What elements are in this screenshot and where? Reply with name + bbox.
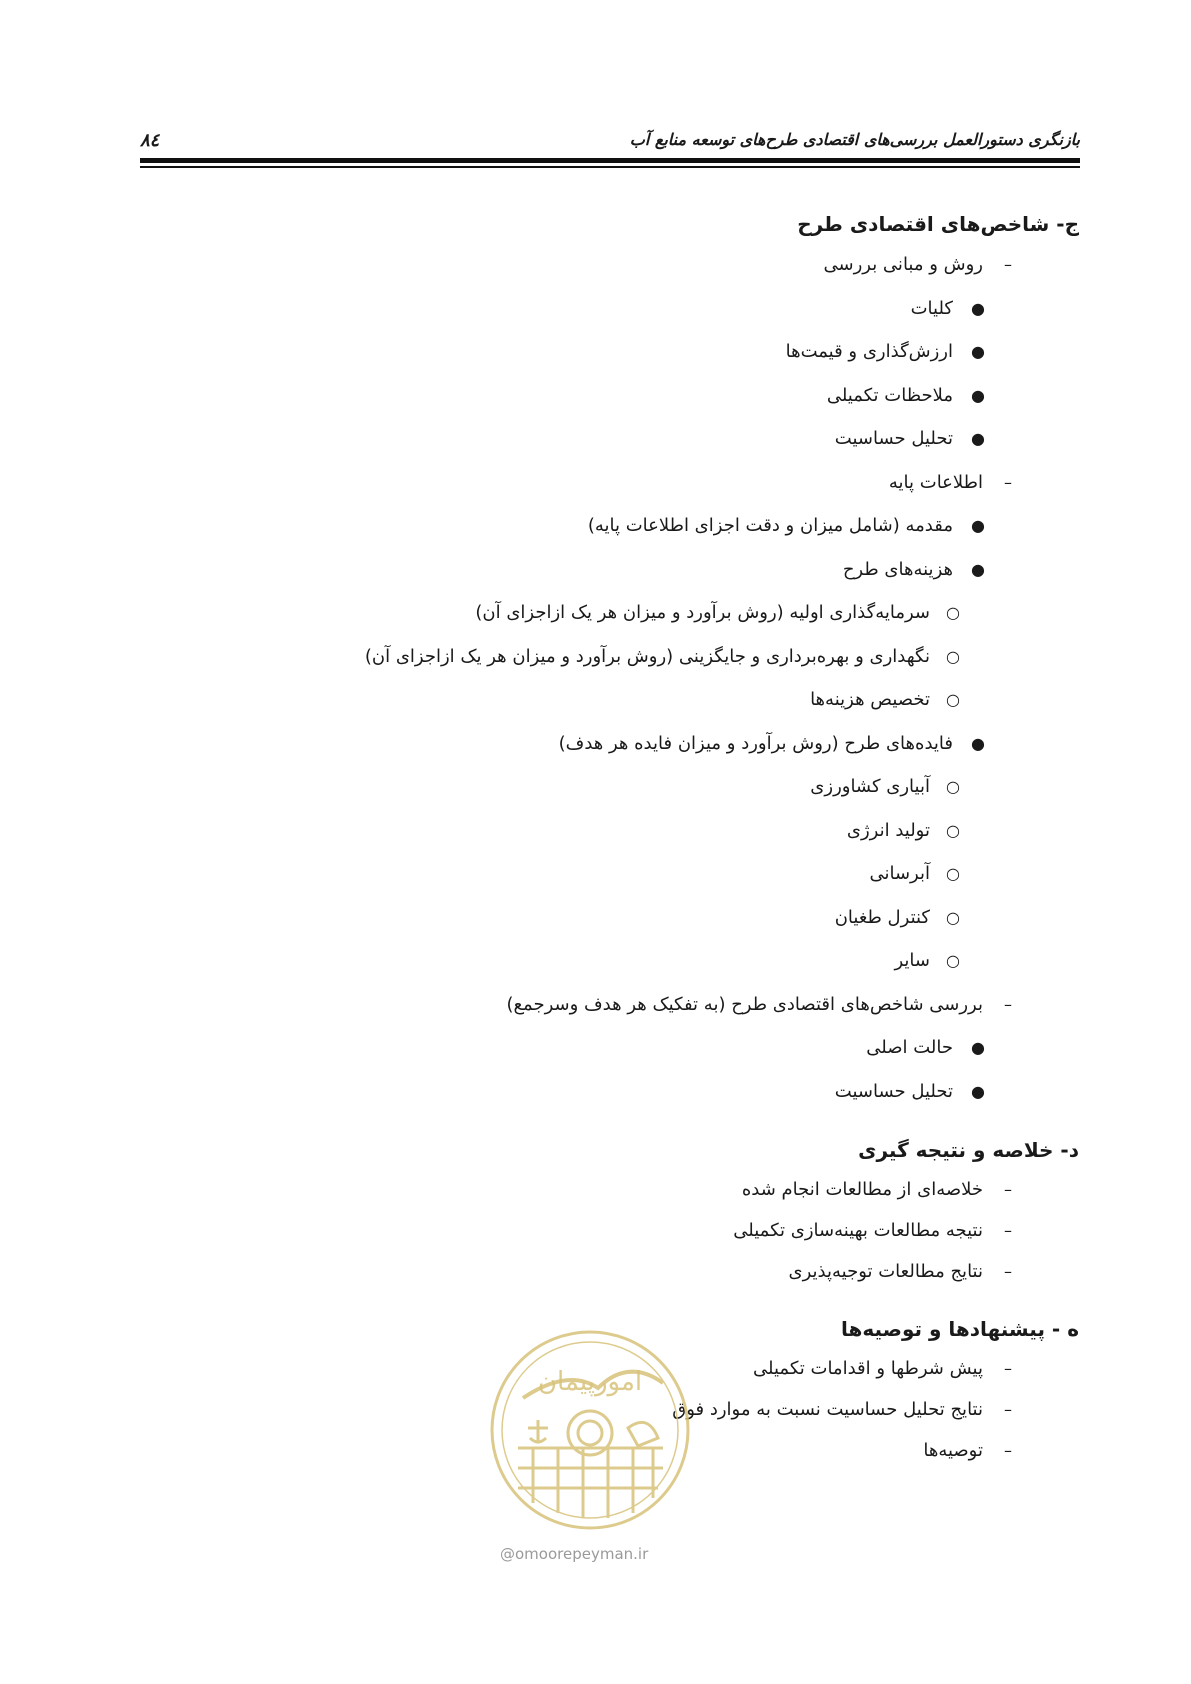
- running-title: بازنگری دستورالعمل بررسی‌های اقتصادی طرح‌های توسعه منابع آب: [629, 130, 1080, 149]
- list-item: ● ارزش‌گذاری و قیمت‌ها: [119, 330, 1079, 374]
- bullet-marker: ●: [971, 429, 985, 448]
- bullet-marker: ●: [971, 516, 985, 535]
- dash-marker: –: [1004, 1262, 1012, 1281]
- list-item: – روش و مبانی بررسی: [119, 243, 1079, 287]
- header-rule-thick: [140, 158, 1080, 163]
- dash-marker: –: [1004, 255, 1012, 274]
- page-number: ۸٤: [140, 130, 160, 151]
- circle-marker: ○: [946, 777, 960, 796]
- section-heading: ه - پیشنهادها و توصیه‌ها: [841, 1317, 1079, 1341]
- watermark-logo-icon: [488, 1328, 693, 1533]
- list-item: ○ تخصیص هزینه‌ها: [119, 678, 1079, 722]
- list-item: ● تحلیل حساسیت: [119, 417, 1079, 461]
- list-item: – نتیجه مطالعات بهینه‌سازی تکمیلی: [119, 1210, 1079, 1251]
- circle-marker: ○: [946, 690, 960, 709]
- list-item: ● مقدمه (شامل میزان و دقت اجزای اطلاعات پایه): [119, 504, 1079, 548]
- list-item: – توصیه‌ها: [119, 1430, 1079, 1471]
- bullet-marker: ●: [971, 1081, 985, 1101]
- bullet-marker: ●: [971, 733, 985, 753]
- dash-marker: –: [1004, 1359, 1012, 1378]
- list-item: ○ سایر: [119, 939, 1079, 983]
- circle-marker: ○: [946, 646, 960, 666]
- circle-marker: ○: [946, 951, 960, 970]
- dash-marker: –: [1004, 472, 1012, 492]
- watermark-url: @omoorepeyman.ir: [500, 1545, 649, 1563]
- section-heading: ج- شاخص‌های اقتصادی طرح: [797, 212, 1079, 236]
- list-item: – اطلاعات پایه: [119, 461, 1079, 505]
- dash-marker: –: [1004, 1441, 1012, 1460]
- list-item: ○ تولید انرژی: [119, 809, 1079, 853]
- list-item: ● ملاحظات تکمیلی: [119, 374, 1079, 418]
- list-item: – نتایج مطالعات توجیه‌پذیری: [119, 1251, 1079, 1292]
- list-item: ● فایده‌های طرح (روش برآورد و میزان فایده هر هدف): [119, 722, 1079, 766]
- circle-marker: ○: [946, 864, 960, 883]
- dash-marker: –: [1004, 1221, 1012, 1240]
- bullet-marker: ●: [971, 298, 985, 318]
- list-item: ○ سرمایه‌گذاری اولیه (روش برآورد و میزان هر یک ازاجزای آن): [119, 591, 1079, 635]
- list-item: ● هزینه‌های طرح: [119, 548, 1079, 592]
- list-item: ○ نگهداری و بهره‌برداری و جایگزینی (روش برآورد و میزان هر یک ازاجزای آن): [119, 635, 1079, 679]
- dash-marker: –: [1004, 994, 1012, 1014]
- bullet-marker: ●: [971, 342, 985, 361]
- list-item: ○ کنترل طغیان: [119, 896, 1079, 940]
- list-item: – خلاصه‌ای از مطالعات انجام شده: [119, 1169, 1079, 1210]
- circle-marker: ○: [946, 603, 960, 622]
- circle-marker: ○: [946, 907, 960, 927]
- bullet-marker: ●: [971, 1038, 985, 1057]
- list-item: – بررسی شاخص‌های اقتصادی طرح (به تفکیک هر هدف وسرجمع): [119, 983, 1079, 1027]
- list-item: ● تحلیل حساسیت: [119, 1070, 1079, 1114]
- list-item: ○ آبرسانی: [119, 852, 1079, 896]
- circle-marker: ○: [946, 820, 960, 840]
- list-item: ○ آبیاری کشاورزی: [119, 765, 1079, 809]
- list-item: – نتایج تحلیل حساسیت نسبت به موارد فوق: [119, 1389, 1079, 1430]
- bullet-marker: ●: [971, 559, 985, 579]
- page-header: [140, 130, 1080, 170]
- dash-marker: –: [1004, 1400, 1012, 1419]
- header-rule-thin: [140, 166, 1080, 168]
- bullet-marker: ●: [971, 385, 985, 405]
- list-item: ● کلیات: [119, 287, 1079, 331]
- svg-text:امورپیمان: امورپیمان: [537, 1367, 643, 1397]
- list-item: ● حالت اصلی: [119, 1026, 1079, 1070]
- section-heading: د- خلاصه و نتیجه گیری: [858, 1138, 1079, 1162]
- document-body: [119, 205, 1079, 1471]
- dash-marker: –: [1004, 1180, 1012, 1199]
- list-item: – پیش شرطها و اقدامات تکمیلی: [119, 1348, 1079, 1389]
